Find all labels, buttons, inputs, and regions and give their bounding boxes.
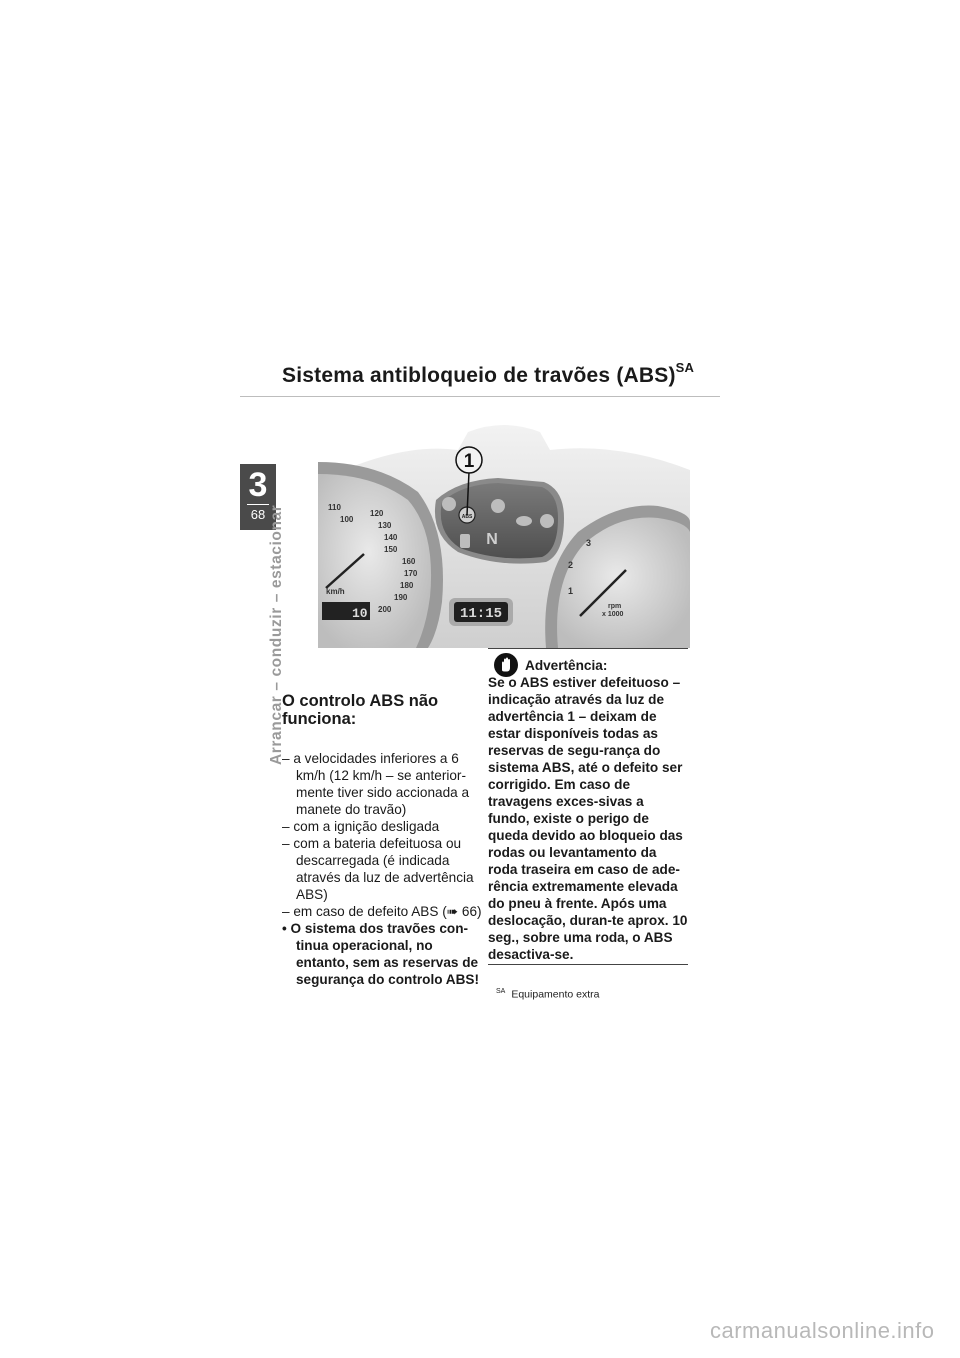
- speed-tick-120: 120: [370, 509, 384, 518]
- speed-unit: km/h: [326, 587, 345, 596]
- condition-item: – com a bateria defeituosa ou descarregada (é indicada através da luz de advertência ABS): [282, 836, 474, 902]
- condition-item: – em caso de defeito ABS (➠ 66): [282, 904, 482, 919]
- title-divider: [240, 396, 720, 397]
- speed-tick-110: 110: [328, 503, 341, 512]
- warning-label: Advertência:: [525, 658, 608, 673]
- speed-tick-200: 200: [378, 605, 392, 614]
- speed-tick-130: 130: [378, 521, 392, 530]
- instrument-cluster-photo: [318, 422, 690, 648]
- condition-list: [282, 750, 482, 988]
- condition-item: – a velocidades inferiores a 6 km/h (12 km/h – se anterior-mente tiver sido accionada a manete do travão): [282, 751, 470, 817]
- oil-icon: [516, 516, 532, 526]
- speed-tick-160: 160: [402, 557, 416, 566]
- headlight-icon: [491, 499, 505, 513]
- abs-inactive-section: [282, 692, 482, 988]
- speed-tick-170: 170: [404, 569, 418, 578]
- tacho-number-2: 2: [568, 560, 574, 570]
- warning-text: Se o ABS estiver defeituoso – indicação através da luz de advertência 1 – deixam de estar disponíveis todas as reservas de segu-rança do sistema ABS, até o defeito ser corrigido. Em caso de travagens exces-sivas a fundo, existe o perigo de queda devido ao bloqueio das rodas ou levantamento da roda traseira em caso de ade-rência extremamente elevada do pneu à frente. Após uma deslocação, duran-te aprox. 10 seg., sobre uma roda, o ABS desactiva-se.: [488, 675, 688, 962]
- tacho-number-3: 3: [586, 538, 592, 548]
- section-heading: O controlo ABS não funciona:: [282, 692, 439, 728]
- callout-number: 1: [463, 451, 475, 472]
- speed-tick-140: 140: [384, 533, 398, 542]
- clock-time: 11:15: [459, 606, 503, 622]
- title-superscript: SA: [675, 360, 695, 375]
- condition-note: • O sistema dos travões con-tinua operacional, no entanto, sem as reservas de segurança do controlo ABS!: [282, 921, 480, 987]
- warning-top-rule: [488, 648, 688, 649]
- turn-signal-icon: [442, 497, 456, 511]
- tacho-unit: rpm: [608, 603, 622, 610]
- speed-tick-150: 150: [384, 545, 398, 554]
- temperature-icon: [540, 514, 554, 528]
- speed-tick-180: 180: [400, 581, 414, 590]
- tacho-number-1: 1: [568, 586, 574, 596]
- footnote: [496, 988, 599, 1001]
- page-number: 68: [250, 507, 266, 522]
- warning-bottom-rule: [488, 964, 688, 965]
- watermark: carmanualsonline.info: [710, 1318, 935, 1343]
- odometer-value: 10: [352, 606, 368, 621]
- chapter-number: 3: [248, 466, 268, 504]
- svg-text:ABS: ABS: [461, 514, 473, 520]
- chapter-side-label: Arrancar – conduzir – estacionar: [268, 504, 285, 765]
- speed-tick-100: 100: [340, 515, 354, 524]
- neutral-icon: N: [486, 531, 498, 548]
- page-title: Sistema antibloqueio de travões (ABS)$^{SA}$: [282, 360, 695, 387]
- footnote-mark: SA: [496, 988, 506, 995]
- fuel-icon: [460, 534, 470, 548]
- footnote-text: Equipamento extra: [511, 988, 600, 1001]
- tacho-multiplier: x 1000: [602, 611, 624, 618]
- condition-item: – com a ignição desligada: [282, 819, 440, 834]
- speed-tick-190: 190: [394, 593, 408, 602]
- chapter-divider: [247, 504, 269, 505]
